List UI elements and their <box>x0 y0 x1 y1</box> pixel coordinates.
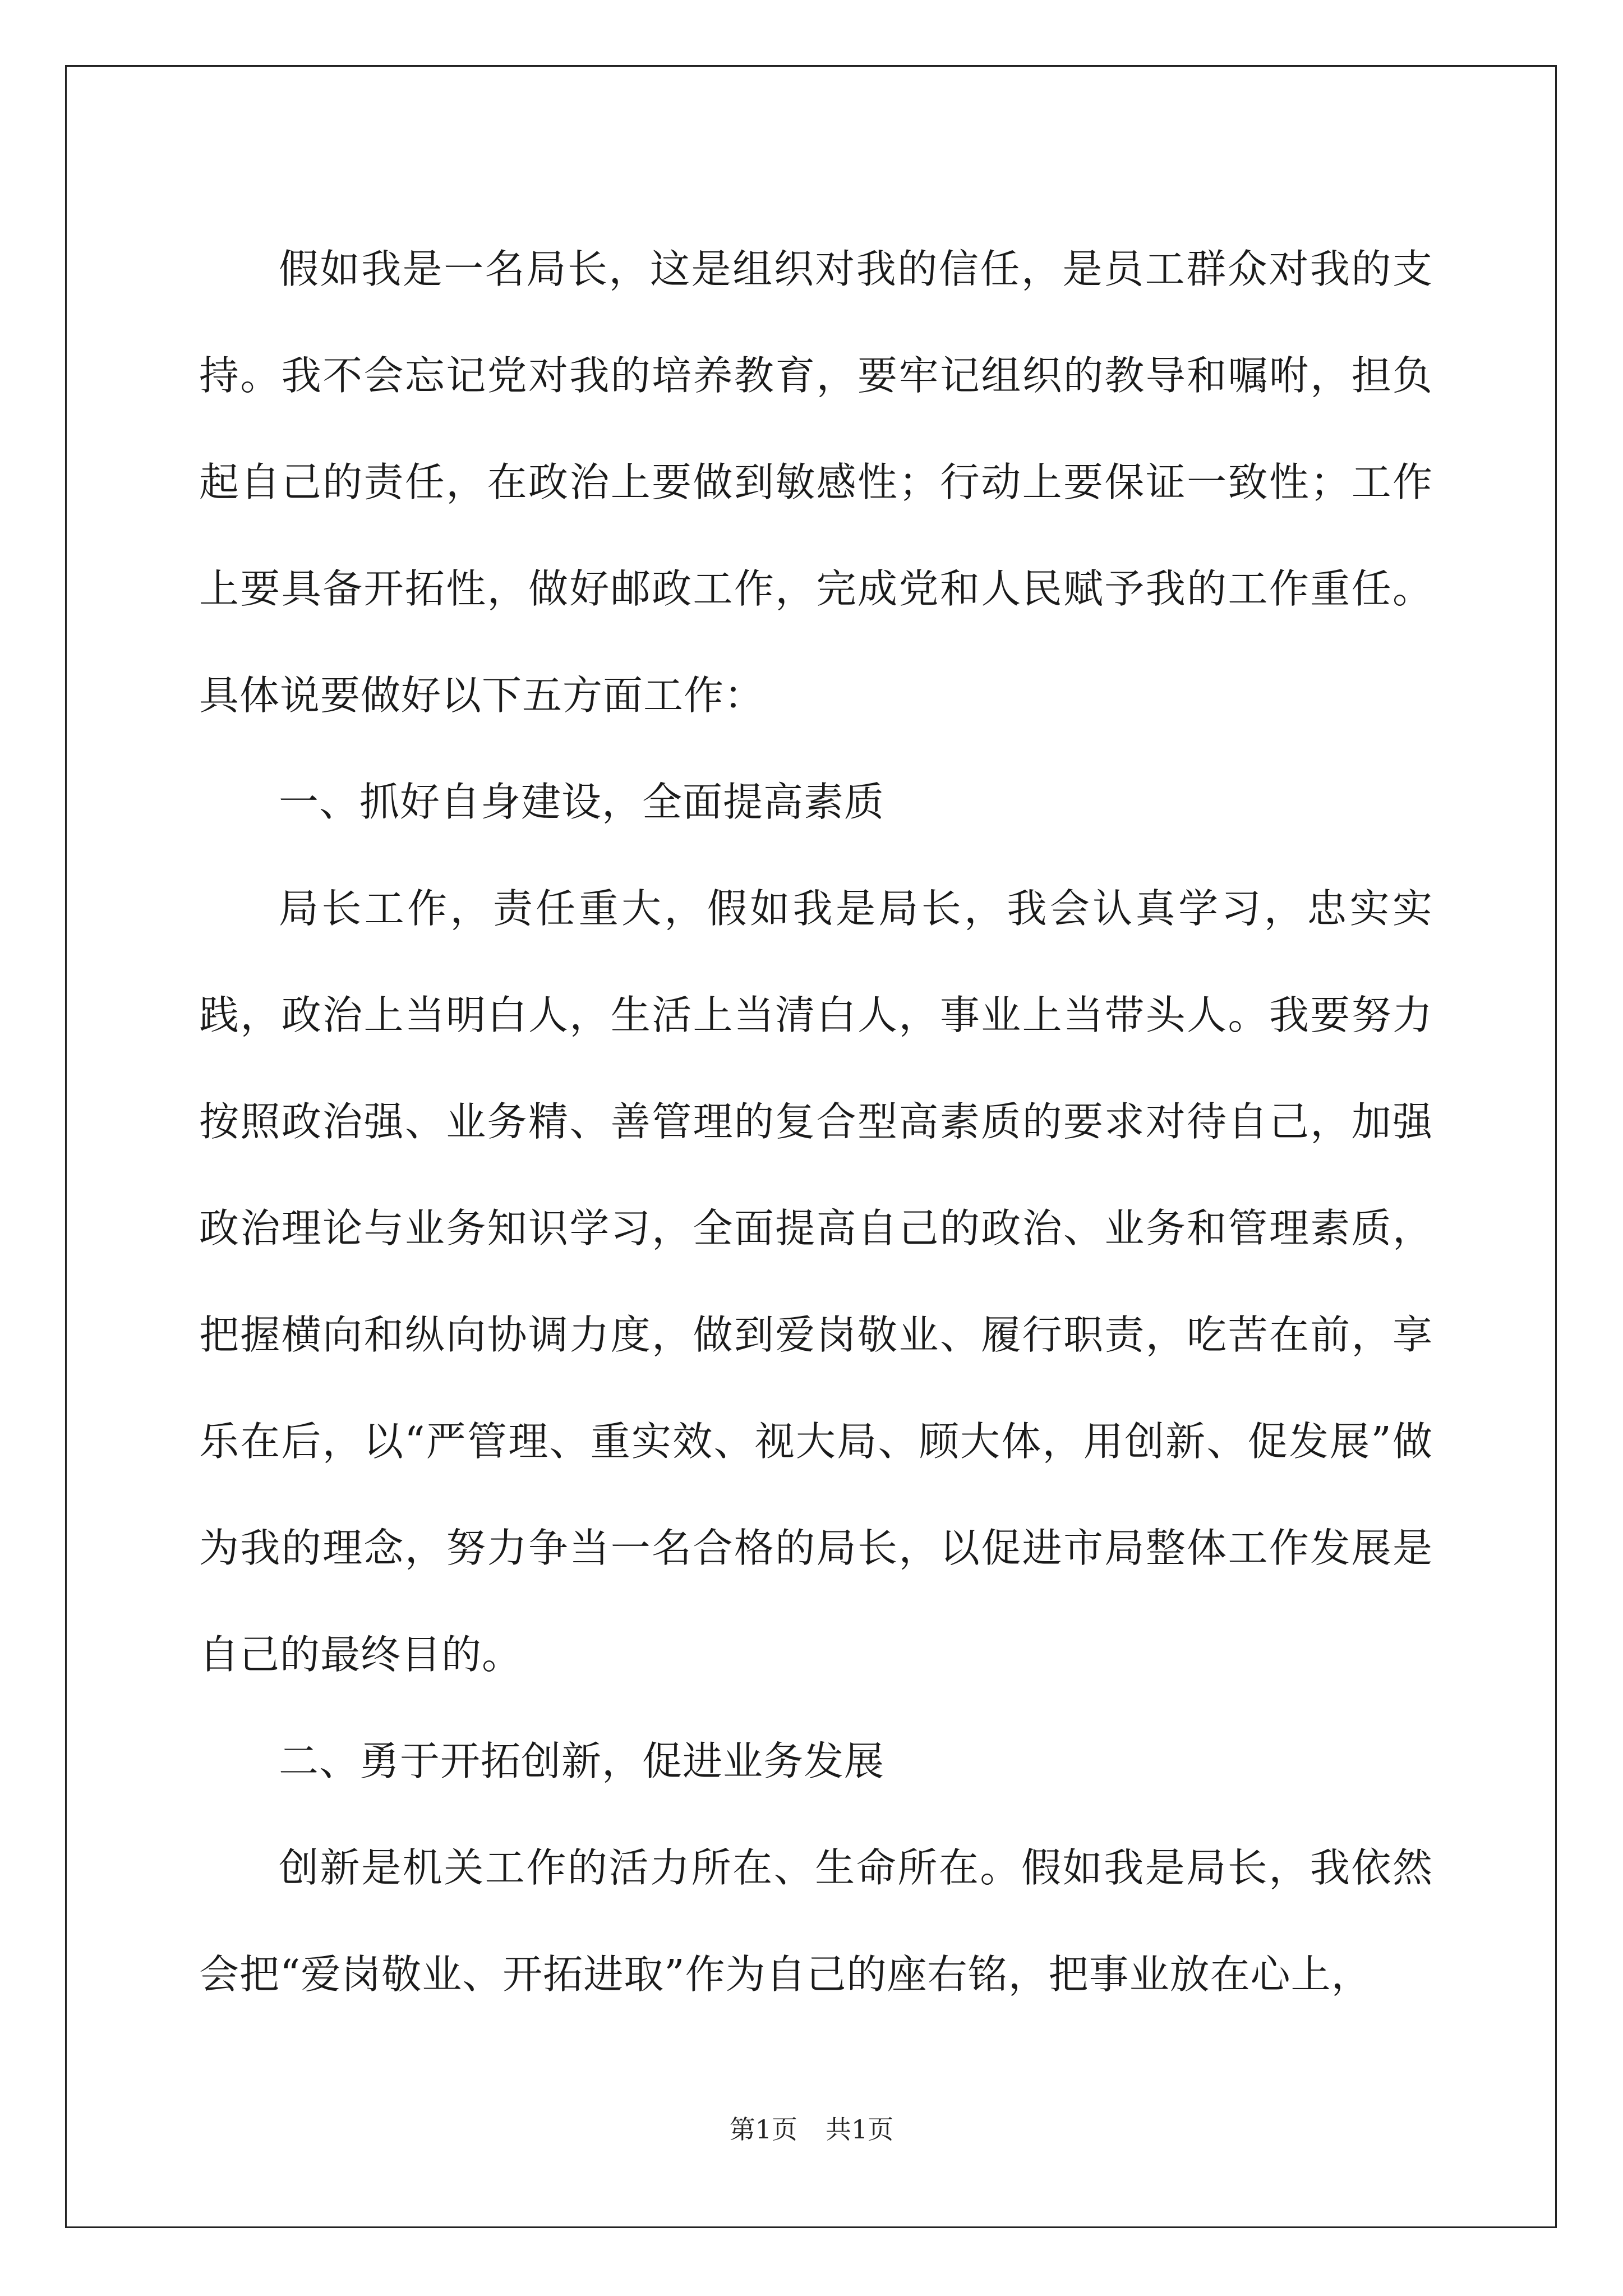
document-body <box>199 216 1433 2028</box>
paragraph-intro: 假如我是一名局长，这是组织对我的信任，是员工群众对我的支持。我不会忘记党对我的培养教育，要牢记组织的教导和嘱咐，担负起自己的责任，在政治上要做到敏感性；行动上要保证一致性；工作上要具备开拓性，做好邮政工作，完成党和人民赋予我的工作重任。具体说要做好以下五方面工作： <box>199 246 1433 719</box>
paragraph-section-1: 局长工作，责任重大，假如我是局长，我会认真学习，忠实实践，政治上当明白人，生活上当清白人，事业上当带头人。我要努力按照政治强、业务精、善管理的复合型高素质的要求对待自己，加强政治理论与业务知识学习，全面提高自己的政治、业务和管理素质，把握横向和纵向协调力度，做到爱岗敬业、履行职责，吃苦在前，享乐在后，以“严管理、重实效、视大局、顾大体，用创新、促发展”做为我的理念，努力争当一名合格的局长，以促进市局整体工作发展是自己的最终目的。 <box>199 885 1433 1678</box>
page-total: 共1页 <box>826 2114 894 2145</box>
page-number: 第1页 <box>729 2114 797 2145</box>
page-footer <box>0 2113 1623 2146</box>
section-heading-2: 二、勇于开拓创新，促进业务发展 <box>279 1738 885 1784</box>
paragraph-section-2: 创新是机关工作的活力所在、生命所在。假如我是局长，我依然会把“爱岗敬业、开拓进取”作为自己的座右铭，把事业放在心上， <box>199 1844 1433 1998</box>
section-heading-1: 一、抓好自身建设，全面提高素质 <box>279 779 885 825</box>
